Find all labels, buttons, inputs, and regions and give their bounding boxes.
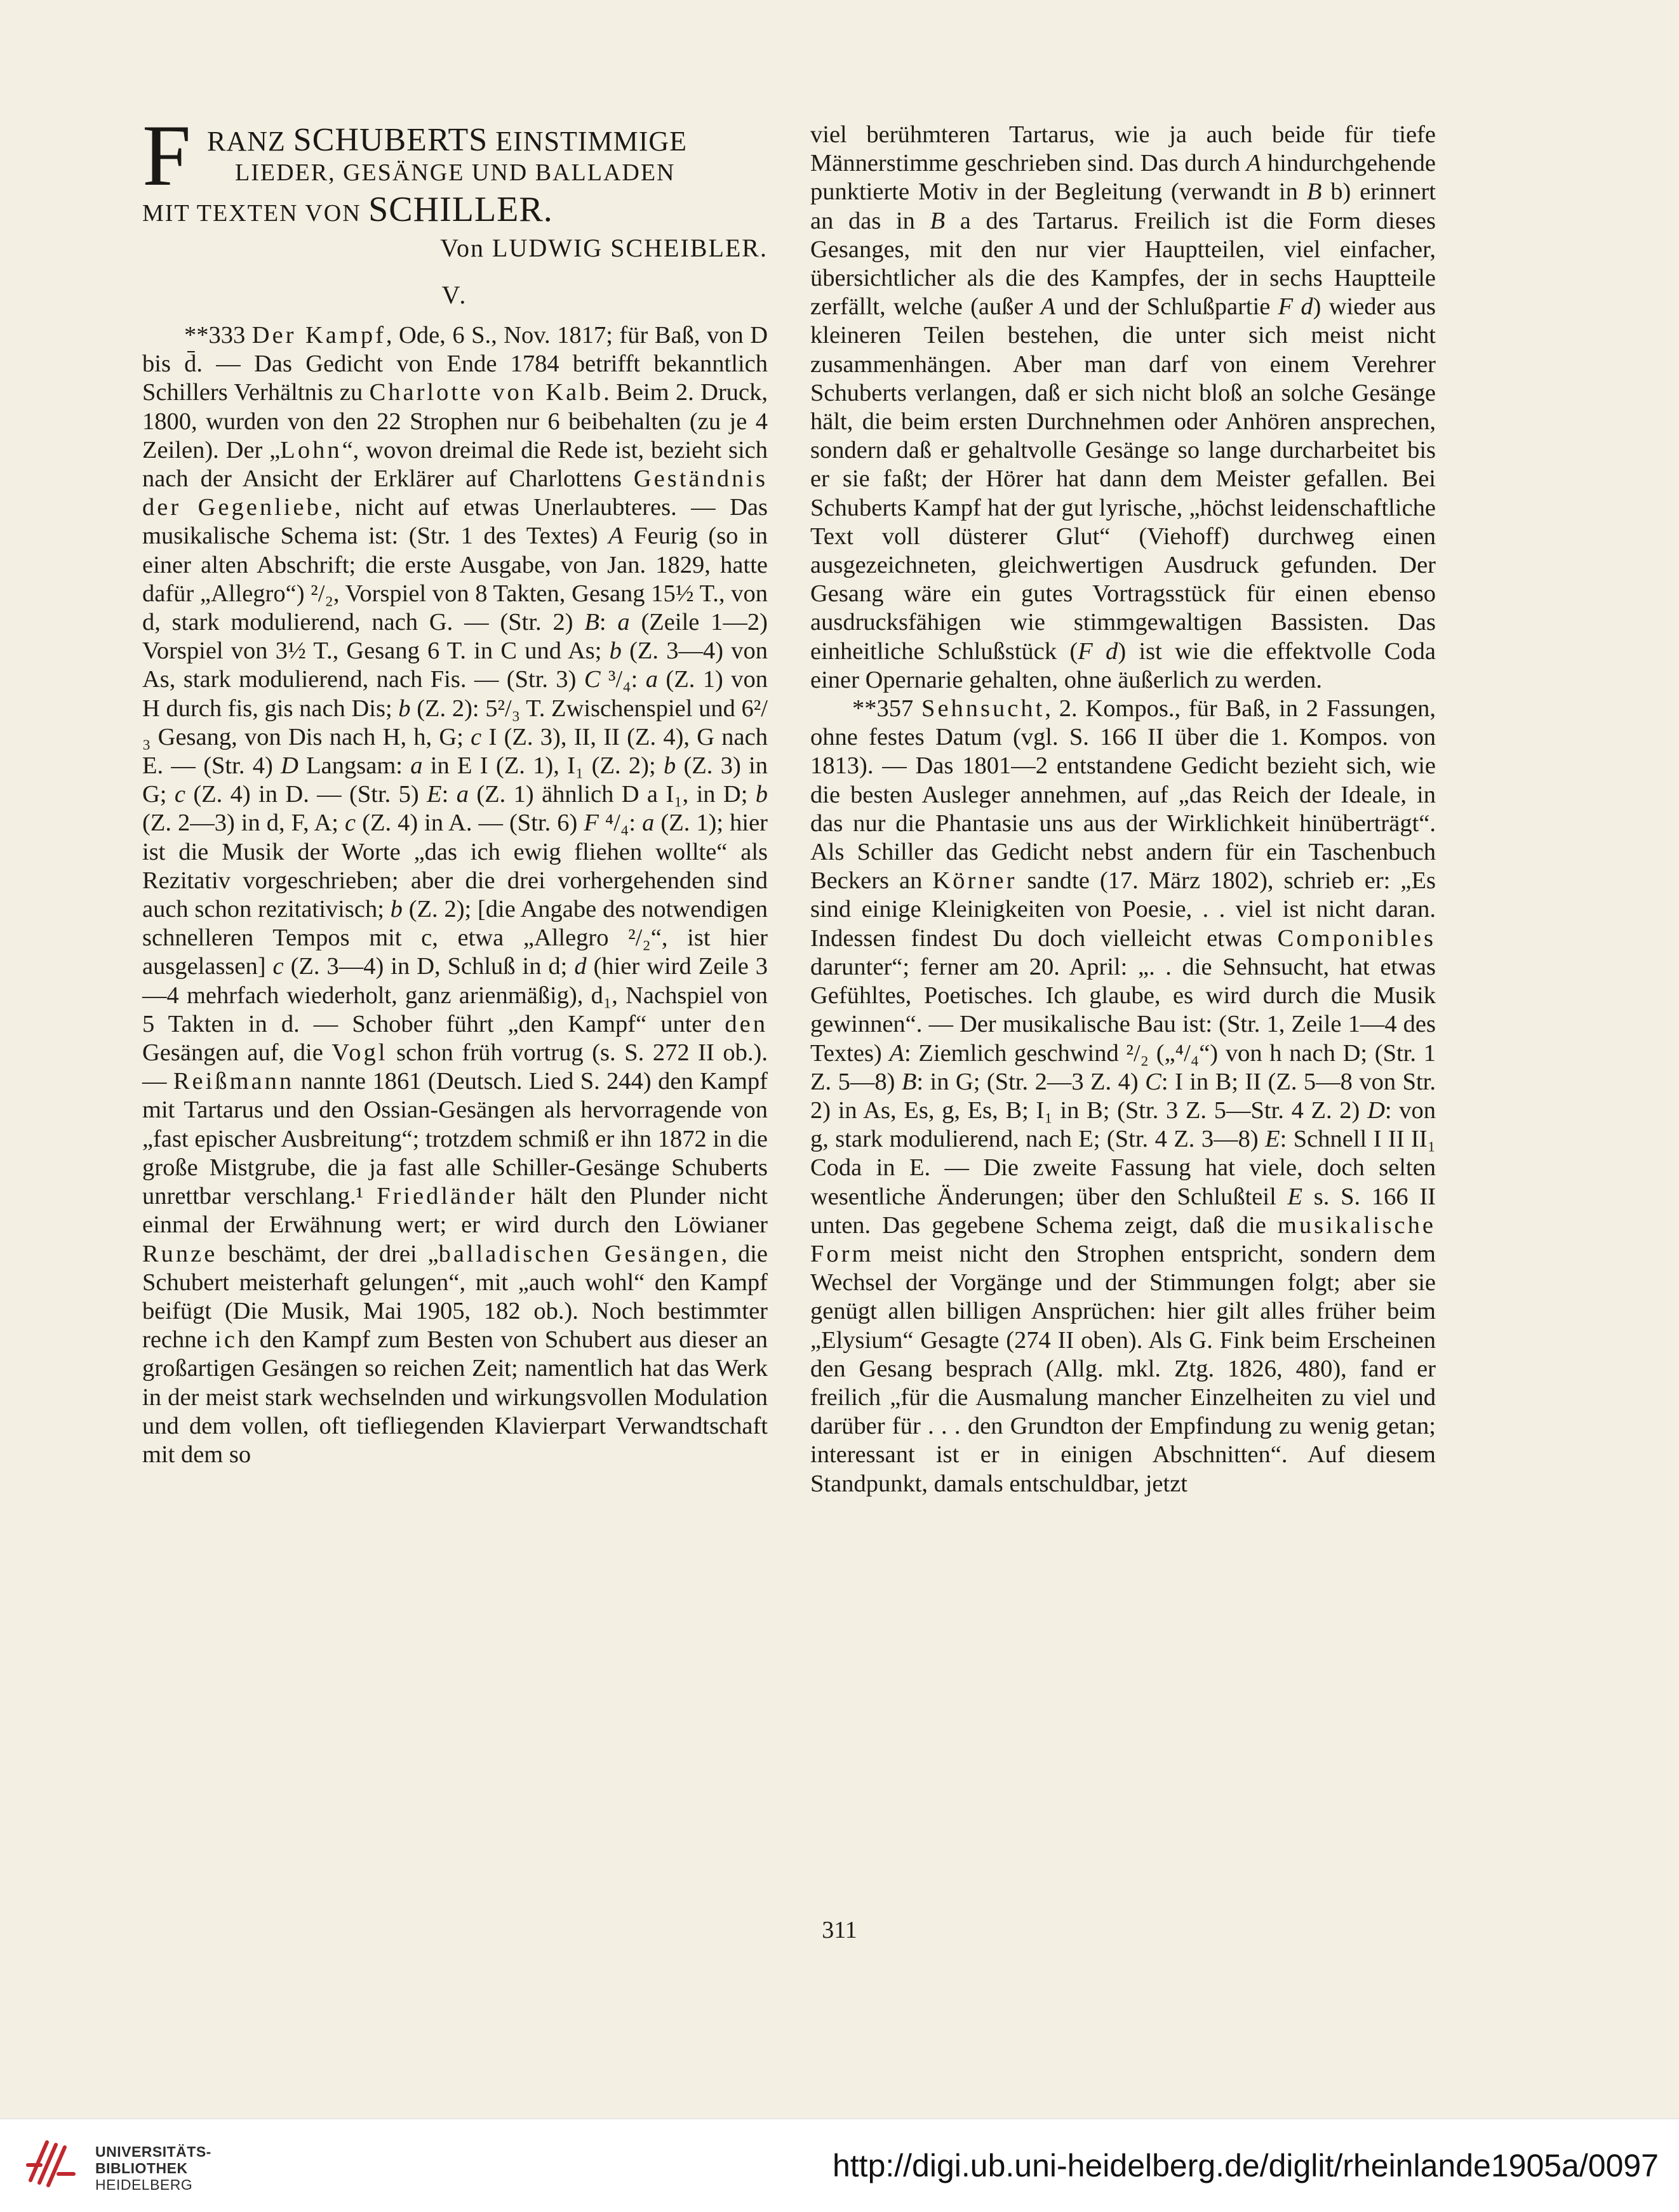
right-column	[810, 121, 1436, 1498]
paragraph-der-kampf: **333 Der Kampf, Ode, 6 S., Nov. 1817; für Baß, von D bis d̄. — Das Gedicht von Ende 1784 betrifft bekanntlich Schillers Verhältnis zu Charlotte von Kalb. Beim 2. Druck, 1800, wurden von den 22 Strophen nur 6 beibehalten (zu je 4 Zeilen). Der „Lohn“, wovon dreimal die Rede ist, bezieht sich nach der Ansicht der Erklärer auf Charlottens Geständnis der Gegenliebe, nicht auf etwas Unerlaubteres. — Das musikalische Schema ist: (Str. 1 des Textes) A Feurig (so in einer alten Abschrift; die erste Ausgabe, von Jan. 1829, hatte dafür „Allegro“) ²/₂, Vorspiel von 8 Takten, Gesang 15½ T., von d, stark modulierend, nach G. — (Str. 2) B: a (Zeile 1—2) Vorspiel von 3½ T., Gesang 6 T. in C und As; b (Z. 3—4) von As, stark modulierend, nach Fis. — (Str. 3) C ³/₄: a (Z. 1) von H durch fis, gis nach Dis; b (Z. 2): 5²/₃ T. Zwischenspiel und 6²/₃ Gesang, von Dis nach H, h, G; c I (Z. 3), II, II (Z. 4), G nach E. — (Str. 4) D Langsam: a in E I (Z. 1), I₁ (Z. 2); b (Z. 3) in G; c (Z. 4) in D. — (Str. 5) E: a (Z. 1) ähnlich D a I₁, in D; b (Z. 2—3) in d, F, A; c (Z. 4) in A. — (Str. 6) F ⁴/₄: a (Z. 1); hier ist die Musik der Worte „das ich ewig fliehen wollte“ als Rezitativ vorgeschrieben; aber die drei vorhergehenden sind auch schon rezitativisch; b (Z. 2); [die Angabe des notwendigen schnelleren Tempos mit c, etwa „Allegro ²/₂“, ist hier ausgelassen] c (Z. 3—4) in D, Schluß in d; d (hier wird Zeile 3—4 mehrfach wiederholt, ganz arienmäßig), d₁, Nachspiel von 5 Takten in d. — Schober führt „den Kampf“ unter den Gesängen auf, die Vogl schon früh vortrug (s. S. 272 II ob.). — Reißmann nannte 1861 (Deutsch. Lied S. 244) den Kampf mit Tartarus und den Ossian-Gesängen als hervorragende von „fast epischer Ausbreitung“; trotzdem schmiß er ihn 1872 in die große Mistgrube, die ja fast alle Schiller-Gesänge Schuberts unrettbar verschlang.¹ Friedländer hält den Plunder nicht einmal der Erwähnung wert; er wird durch den Löwianer Runze beschämt, der drei „balladischen Gesängen, die Schubert meisterhaft gelungen“, mit „auch wohl“ den Kampf beifügt (Die Musik, Mai 1905, 182 ob.). Noch bestimmter rechne ich den Kampf zum Besten von Schubert aus dieser an großartigen Gesängen so reichen Zeit; namentlich hat das Werk in der meist stark wechselnden und wirkungsvollen Modulation und dem vollen, oft tiefliegenden Klavierpart Verwandtschaft mit dem so	[142, 322, 768, 1468]
library-name: UNIVERSITÄTS- BIBLIOTHEK HEIDELBERG	[95, 2143, 211, 2193]
title-line3-b: SCHILLER.	[368, 190, 553, 229]
title-dropcap: F	[142, 107, 191, 204]
title-line1-c: EINSTIMMIGE	[488, 126, 688, 157]
title-line1-b: SCHUBERTS	[293, 122, 488, 158]
left-column	[142, 107, 768, 1469]
title-line1-a: RANZ	[207, 126, 293, 157]
university-library-logo-icon	[22, 2133, 80, 2192]
paragraph-continuation: viel berühmteren Tartarus, wie ja auch beide für tiefe Männerstimme geschrieben sind. Das durch A hindurchgehende punktierte Motiv in der Begleitung (verwandt in B b) erinnert an das in B a des Tartarus. Freilich ist die Form dieses Gesanges, mit den nur vier Hauptteilen, viel einfacher, übersichtlicher als die des Kampfes, der in sechs Hauptteile zerfällt, welche (außer A und der Schlußpartie F d) wieder aus kleineren Teilen bestehen, die unter sich meist nicht zusammenhängen. Aber man darf von einem Verehrer Schuberts verlangen, daß er sich nicht bloß an solche Gesänge hält, die beim ersten Durchnehmen oder Anhören ansprechen, sondern daß er gehaltvolle Gesänge so lange durcharbeitet bis er sie faßt; der Hörer hat dann dem Meister gefallen. Bei Schuberts Kampf hat der gut lyrische, „höchst leidenschaftliche Text voll düsterer Glut“ (Viehoff) durchweg einen ausgezeichneten, gleichwertigen Ausdruck gefunden. Der Gesang wäre ein gutes Vortragsstück für einen ebenso ausdrucksfähigen wie stimmgewaltigen Bassisten. Das einheitliche Schlußstück (F d) ist wie die effektvolle Coda einer Opernarie gehalten, ohne äußerlich zu werden.	[810, 121, 1436, 693]
viewer-footer	[0, 2118, 1679, 2212]
title-line3-a: MIT TEXTEN VON	[142, 200, 369, 227]
permalink-url[interactable]: http://digi.ub.uni-heidelberg.de/diglit/rheinlande1905a/0097	[832, 2148, 1659, 2183]
article-title	[142, 107, 768, 321]
paragraph-sehnsucht: **357 Sehnsucht, 2. Kompos., für Baß, in 2 Fassungen, ohne festes Datum (vgl. S. 166 II über die 1. Kompos. von 1813). — Das 1801—2 entstandene Gedicht bezieht sich, wie die besten Ausleger annehmen, auf „das Reich der Ideale, in das nur die Phantasie uns aus der Wirklichkeit hinüberträgt“. Als Schiller das Gedicht nebst andern für ein Taschenbuch Beckers an Körner sandte (17. März 1802), schrieb er: „Es sind einige Kleinigkeiten von Poesie, . . viel ist nicht daran. Indessen findest Du doch vielleicht etwas Componibles darunter“; ferner am 20. April: „. . die Sehnsucht, hat etwas Gefühltes, Poetisches. Ich glaube, es wird durch die Musik gewinnen“. — Der musikalische Bau ist: (Str. 1, Zeile 1—4 des Textes) A: Ziemlich geschwind ²/₂ („⁴/₄“) von h nach D; (Str. 1 Z. 5—8) B: in G; (Str. 2—3 Z. 4) C: I in B; II (Z. 5—8 von Str. 2) in As, Es, g, Es, B; I₁ in B; (Str. 3 Z. 5—Str. 4 Z. 2) D: von g, stark modulierend, nach E; (Str. 4 Z. 3—8) E: Schnell I II II₁ Coda in E. — Die zweite Fassung hat viele, doch selten wesentliche Änderungen; über den Schlußteil E s. S. 166 II unten. Das gegebene Schema zeigt, daß die musikalische Form meist nicht den Strophen entspricht, sondern dem Wechsel der Vorgänge und der Stimmungen folgt; aber sie genügt allen billigen Ansprüchen: hier gilt alles früher beim „Elysium“ Gesagte (274 II oben). Als G. Fink beim Erscheinen den Gesang besprach (Allg. mkl. Ztg. 1826, 480), fand er freilich „für die Ausmalung mancher Einzelheiten zu viel und darüber für . . . den Grundton der Empfindung zu wenig getan; interessant ist er in einigen Abschnitten“. Auf diesem Standpunkt, damals entschuldbar, jetzt	[810, 695, 1436, 1497]
page-number: 311	[822, 1917, 857, 1943]
section-number: V.	[441, 281, 469, 309]
author-line: Von LUDWIG SCHEIBLER.	[440, 234, 768, 262]
title-line2: LIEDER, GESÄNGE UND BALLADEN	[235, 159, 676, 186]
